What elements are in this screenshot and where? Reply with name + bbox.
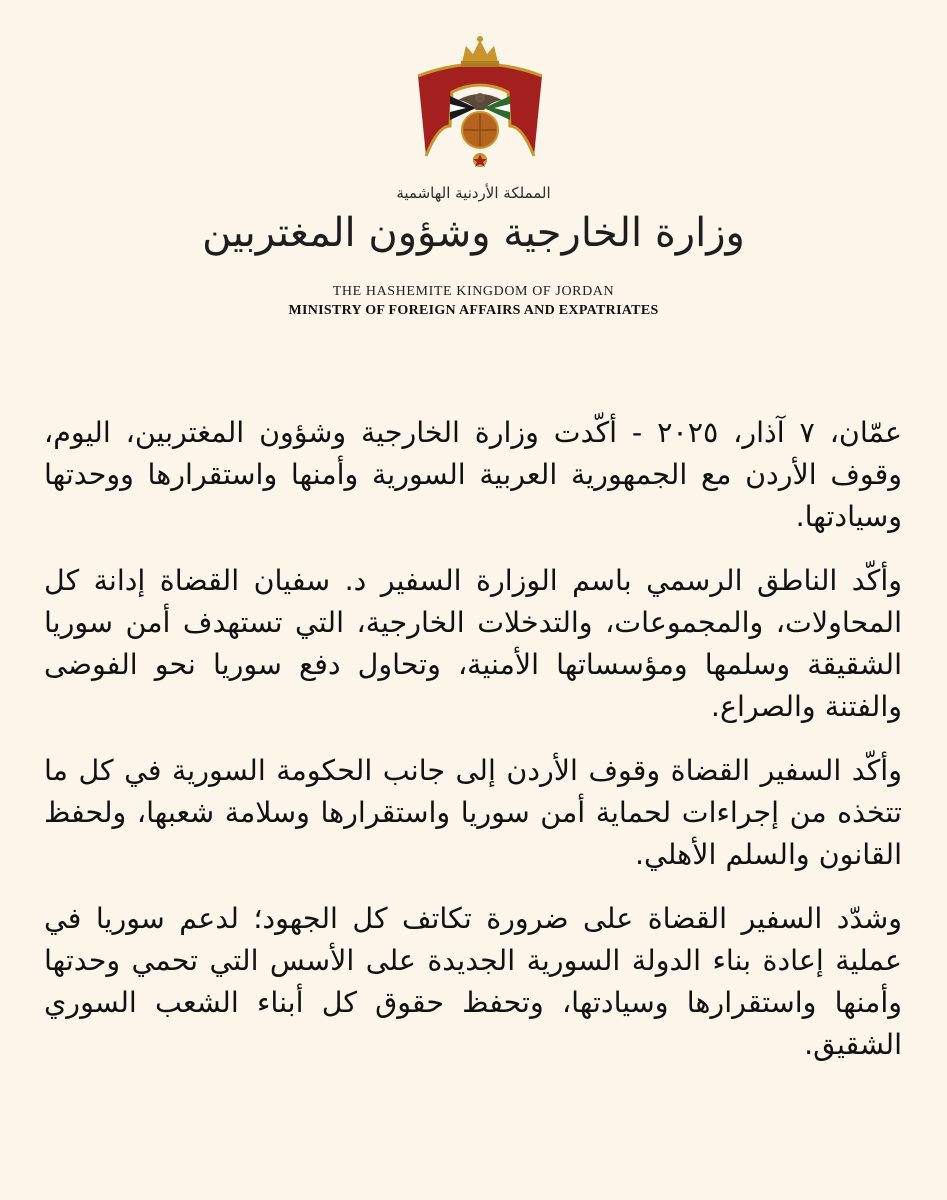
ministry-name-english: MINISTRY OF FOREIGN AFFAIRS AND EXPATRIATES: [288, 303, 659, 318]
statement-paragraph: عمّان، ٧ آذار، ٢٠٢٥ - أكّدت وزارة الخارجية وشؤون المغتربين، اليوم، وقوف الأردن مع الجمهورية العربية السورية وأمنها واستقرارها ووحدتها وسيادتها.: [44, 416, 902, 533]
ministry-name-arabic: وزارة الخارجية وشؤون المغتربين: [202, 210, 745, 256]
statement-paragraph: وشدّد السفير القضاة على ضرورة تكاتف كل الجهود؛ لدعم سوريا في عملية إعادة بناء الدولة السورية الجديدة على الأسس التي تحمي وحدتها وأمنها واستقرارها وسيادتها، وتحفظ حقوق كل أبناء الشعب السوري الشقيق.: [44, 902, 902, 1061]
kingdom-name-english: THE HASHEMITE KINGDOM OF JORDAN: [332, 284, 615, 299]
jordan-coat-of-arms-icon: [410, 34, 550, 174]
statement-paragraph: وأكّد الناطق الرسمي باسم الوزارة السفير د. سفيان القضاة إدانة كل المحاولات، والمجموعات، والتدخلات الخارجية، التي تستهدف أمن سوريا الشقيقة وسلمها ومؤسساتها الأمنية، وتحاول دفع سوريا نحو الفوضى والفتنة والصراع.: [44, 564, 902, 723]
statement-paragraph: وأكّد السفير القضاة وقوف الأردن إلى جانب الحكومة السورية في كل ما تتخذه من إجراءات لحماية أمن سوريا واستقرارها وسلامة شعبها، ولحفظ القانون والسلم الأهلي.: [44, 754, 902, 871]
statement-body: [44, 412, 902, 1088]
kingdom-name-arabic: المملكة الأردنية الهاشمية: [396, 184, 551, 202]
